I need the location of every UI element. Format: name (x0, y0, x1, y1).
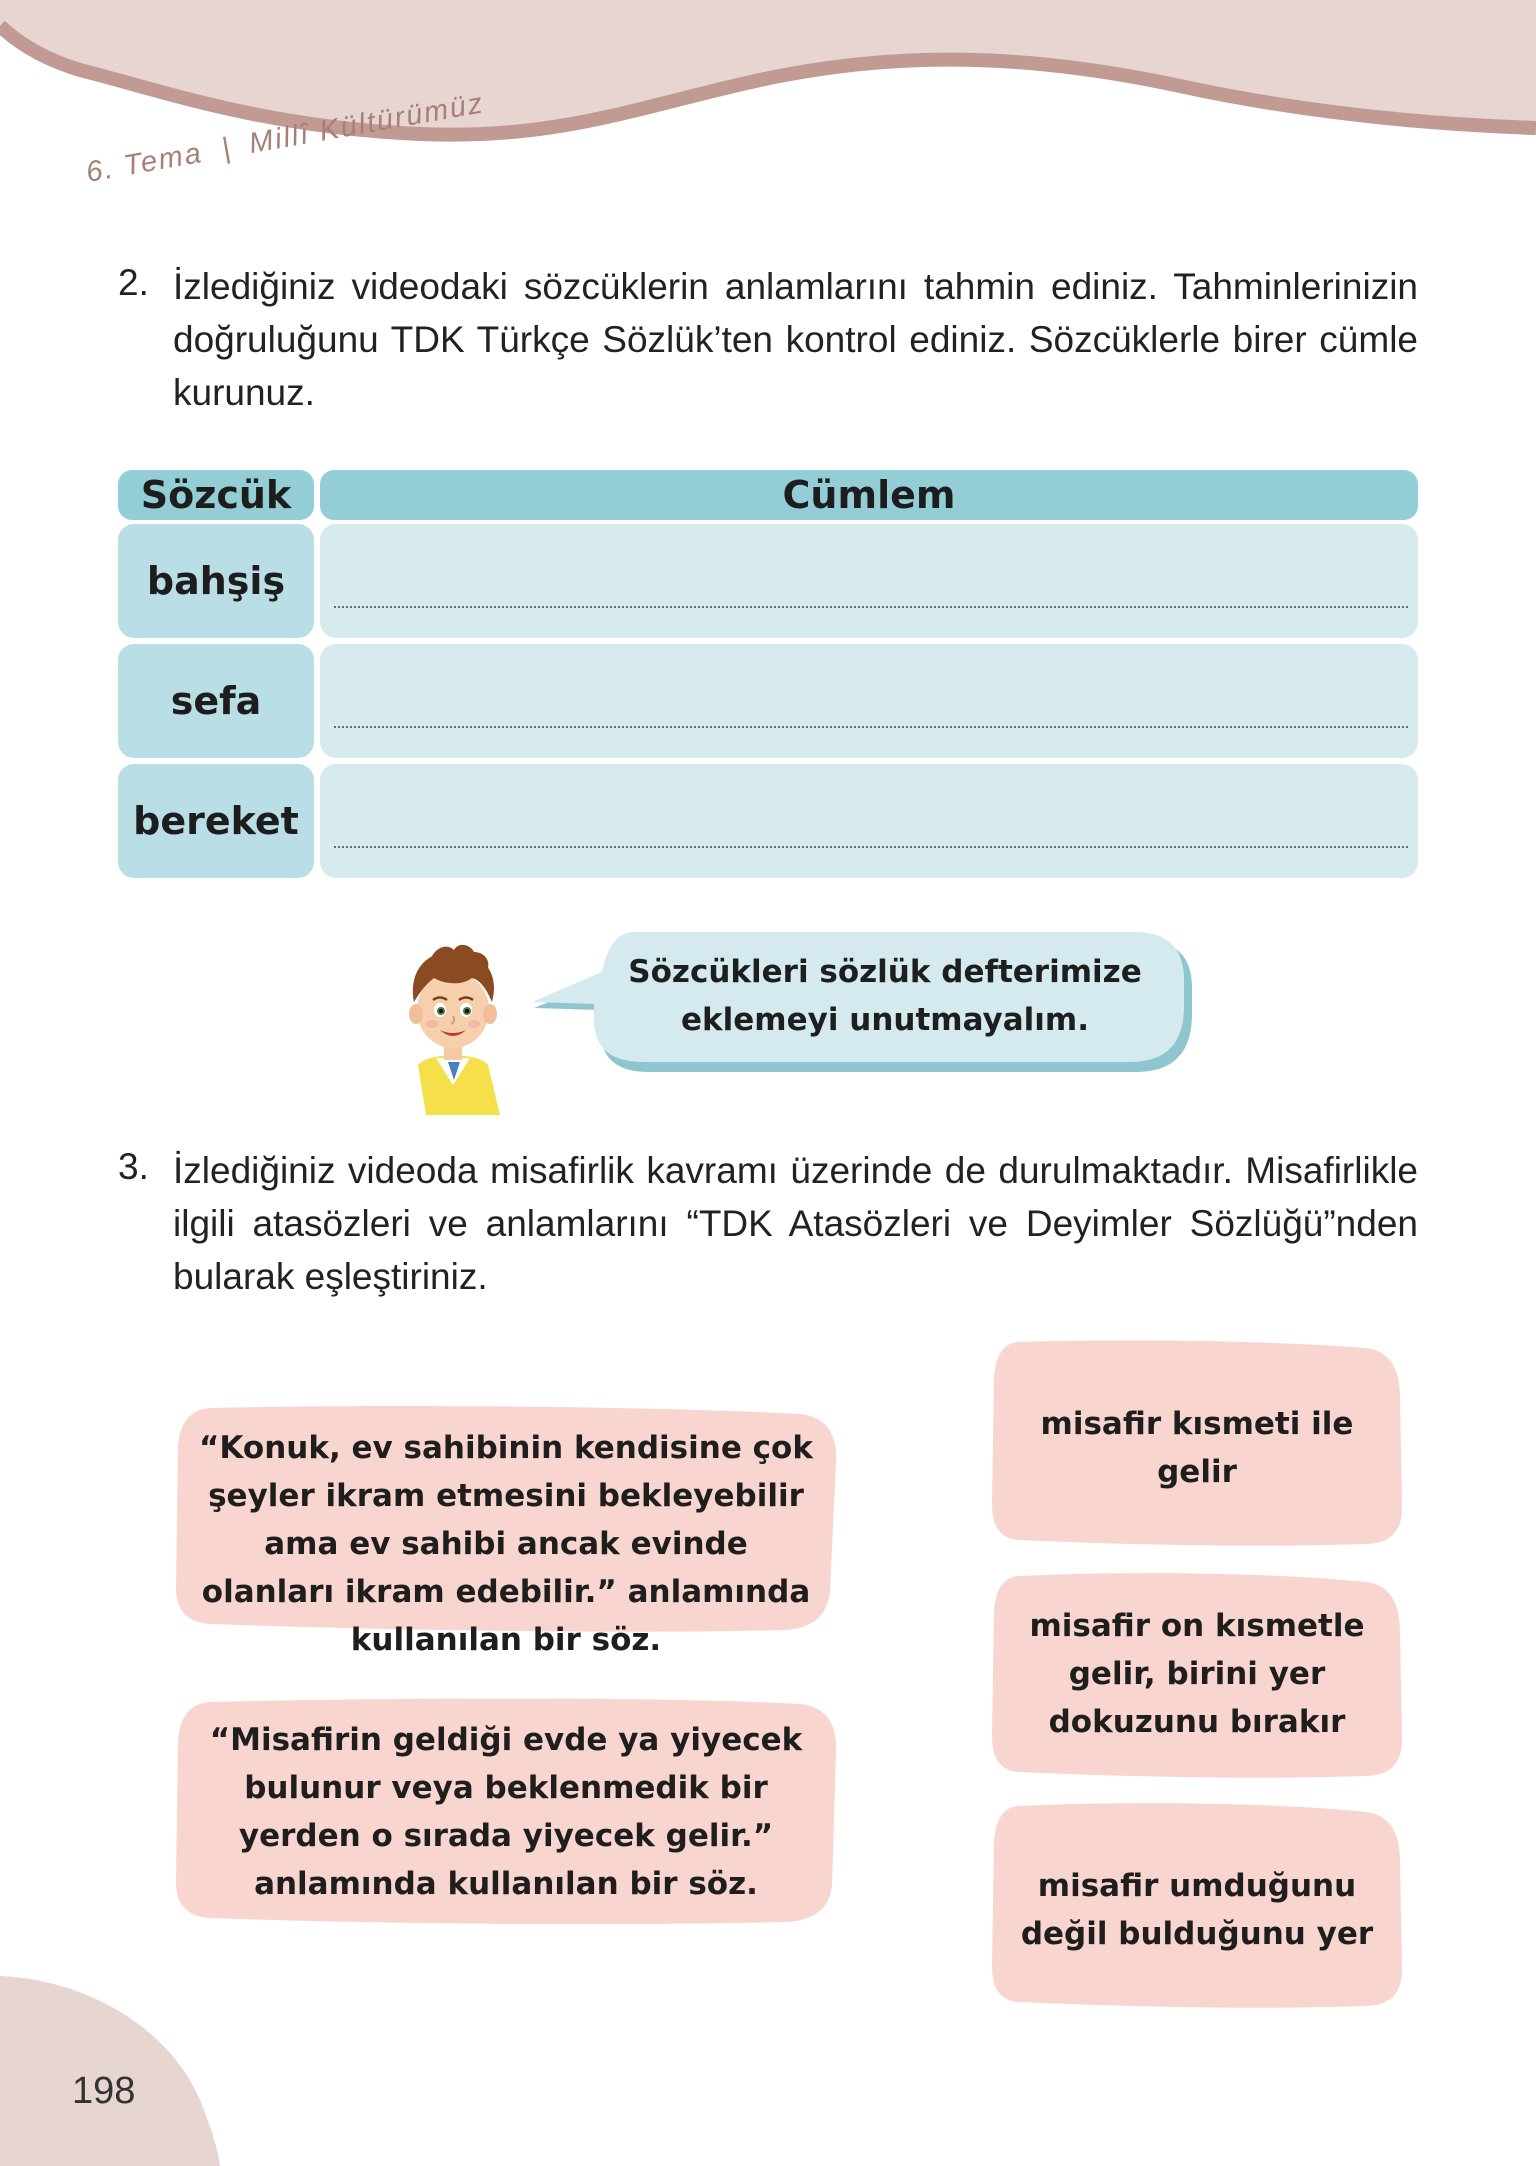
theme-separator: | (219, 131, 235, 165)
sentence-input-row-2[interactable] (320, 644, 1418, 758)
proverb-card-text: misafir umduğunu değil bulduğunu yer (1020, 1868, 1374, 1952)
table-row-word: bereket (118, 764, 314, 878)
dotted-line (334, 846, 1408, 848)
theme-label (0, 0, 1536, 200)
speech-bubble-text: Sözcükleri sözlük defterimize eklemeyi unutmayalım. (628, 954, 1142, 1038)
meaning-card-text: “Misafirin geldiği evde ya yiyecek bulunur veya beklenmedik bir yerden o sırada yiyecek gelir.” anlamında kullanılan bir söz. (209, 1722, 803, 1902)
dotted-line (334, 726, 1408, 728)
sentence-input-row-3[interactable] (320, 764, 1418, 878)
sentence-input-row-1[interactable] (320, 524, 1418, 638)
proverb-card-1[interactable] (988, 1338, 1406, 1548)
page-number: 198 (72, 2070, 136, 2112)
table-header-word: Sözcük (118, 470, 314, 520)
dotted-line (334, 606, 1408, 608)
proverb-card-text: misafir on kısmetle gelir, birini yer dokuzunu bırakır (1029, 1608, 1365, 1740)
theme-number: 6. Tema (83, 136, 206, 189)
svg-text:6. Tema | Millî Kü (84, 87, 487, 189)
table-header-sentence: Cümlem (320, 470, 1418, 520)
meaning-card-text: “Konuk, ev sahibinin kendisine çok şeyler ikram etmesini bekleyebilir ama ev sahibi ancak evinde olanları ikram edebilir.” anlamında kullanılan bir söz. (199, 1430, 813, 1658)
question-3-text: İzlediğiniz videoda misafirlik kavramı üzerinde de durulmaktadır. Misafirlikle ilgili atasözleri ve anlamlarını “TDK Atasözleri ve Deyimler Sözlüğü”nden bularak eşleştiriniz. (173, 1150, 1418, 1297)
theme-name: Millî Kültürümüz (246, 87, 487, 161)
question-3-number: 3. (118, 1146, 149, 1187)
proverb-card-text: misafir kısmeti ile gelir (1040, 1406, 1354, 1490)
proverb-card-3[interactable] (988, 1800, 1406, 2010)
question-2-text: İzlediğiniz videodaki sözcüklerin anlamlarını tahmin ediniz. Tahminlerinizin doğruluğunu TDK Türkçe Sözlük’ten kontrol ediniz. Sözcüklerle birer cümle kurunuz. (173, 266, 1418, 413)
corner-blob-decoration (0, 1960, 240, 2166)
boy-character-illustration (388, 940, 518, 1115)
meaning-card-1[interactable] (170, 1402, 842, 1658)
table-row-word: sefa (118, 644, 314, 758)
table-row-word: bahşiş (118, 524, 314, 638)
meaning-card-2[interactable] (170, 1694, 842, 1926)
proverb-card-2[interactable] (988, 1570, 1406, 1780)
question-2-number: 2. (118, 262, 149, 303)
